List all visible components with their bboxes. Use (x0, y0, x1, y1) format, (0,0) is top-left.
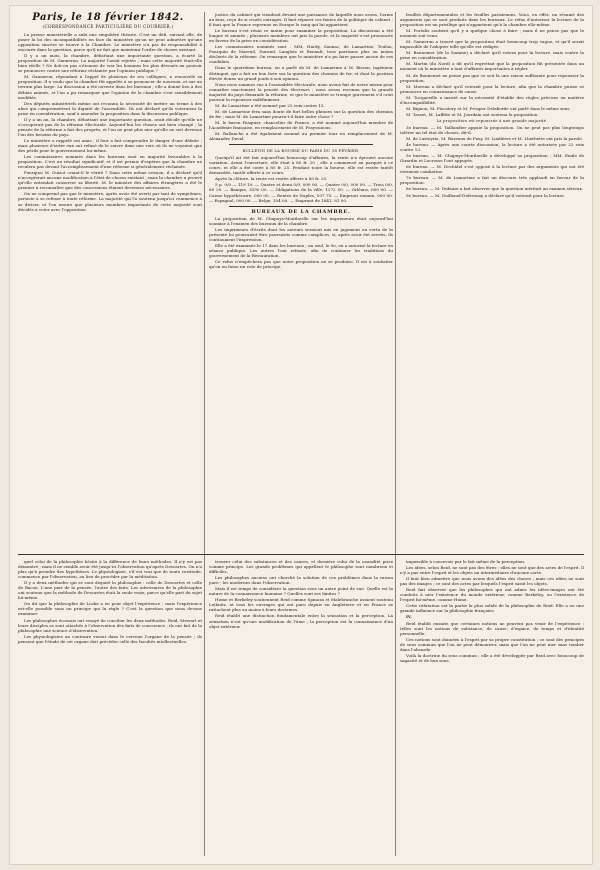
paragraph: 8e bureau. — M. Dufaure a fait observer que la question méritait un examen sérieux. (406, 186, 584, 192)
paragraph: Des députés ministériels même ont reconnu la nécessité de mettre un terme à des abus qui compromettent la dignité de l'assemblée. Ils ont déclaré qu'ils voteraient la prise en considération, sauf à amender la proposition dans la discussion publique. (18, 100, 202, 116)
correspondence-note: (CORRESPONDANCE PARTICULIÈRE DU COURRIER.) (42, 24, 174, 29)
right-mid-text (400, 125, 584, 198)
paragraph: 4e bureau. — Après une courte discussion, la lecture a été autorisée par 22 voix contre 13. (400, 142, 584, 153)
paragraph: Les physiologistes au contraire voient dans le cerveau l'organe de la pensée ; ils pensent que l'étude de cet organe doit précéder celle des facultés intellectuelles. (18, 633, 202, 644)
paragraph: M. de Lamartine fera sans doute de fort belles phrases sur la question des chemins de fer ; mais M. de Lamartine pourra-t-il faire autre chose ? (209, 108, 393, 119)
paragraph: M. Tasset, M. Laffitte et M. Jourdain ont soutenu la proposition. (406, 111, 539, 117)
paragraph: La proposition de M. Chapuys-Montlaville sur les imprimeurs était aujourd'hui soumise à l'examen des bureaux de la chambre. (209, 215, 393, 226)
paragraph: 6e bureau. — M. Dechâtel s'est opposé à la lecture par des arguments qui ont été vivement combattus. (400, 164, 584, 175)
lower-column-middle (209, 559, 393, 857)
paragraph: feuilles départementales et les feuilles parisiennes. Voici, en effet, un résumé des arguments qui se sont produits dans les bureaux. Le refus d'autoriser la lecture de la proposition est un privilège qui n'appartient qu'à la chambre elle-même. (400, 12, 584, 28)
middle-top-text (209, 12, 393, 141)
paragraph: M. Bignon, M. Piscatory et M. Prosper Delaborde ont parlé dans le même sens. (406, 105, 571, 111)
paragraph: Reid fait observer que les philosophes qui ont admis les idées-images ont été conduits à nier l'existence du monde extérieur, comme Berkeley, ou l'existence de l'esprit lui-même, comme Hume. (400, 587, 584, 603)
bureaux-text (209, 216, 393, 269)
paragraph: Voilà la doctrine du sens commun ; elle a été développée par Reid avec beaucoup de sagacité et de bon sens. (400, 652, 584, 663)
newspaper-page (10, 6, 592, 864)
paragraph: Il y a un mois, la chambre, débattant une importante question, a écarté la proposition de M. Ganneron. La majorité l'avait rejetée ; mais cette majorité était-elle bien réelle ? Ne doit-on pas s'étonner de voir les hommes les plus dévoués au pouvoir se prononcer contre une réforme réclamée par l'opinion publique ? (18, 53, 202, 74)
paragraph: Après la clôture, la rente est restée offerte à 80 fr. 25. (215, 176, 328, 182)
paragraph: M. Tocqueville a insisté sur la nécessité d'établir des règles précises en matière d'incompatibilité. (400, 94, 584, 105)
paragraph: Le bureau s'est réuni ce matin pour examiner la proposition. La discussion a été longue et animée ; plusieurs membres ont pris la parole, et la majorité s'est prononcée en faveur de la prise en considération. (209, 28, 393, 44)
lower-column-right (400, 559, 584, 857)
paragraph: Le ministère a rappelé ses amis ; il leur a fait comprendre le danger d'une défaite ; mais plusieurs d'entre eux ont refusé de le suivre dans une voie où ils ne voyaient que des périls pour le gouvernement lui-même. (18, 137, 202, 154)
paragraph: 5e bureau. — M. Chapuys-Montlaville a développé sa proposition ; MM. Emile de Girardin et Lacrosse l'ont appuyée. (400, 153, 584, 164)
left-top-text (18, 32, 202, 212)
paragraph: Cette réfutation est la partie la plus solide de la philosophie de Reid. Elle a eu une grande influence sur la philosophie française. (400, 603, 584, 614)
paragraph: La presse ministérielle a subi une singulière théorie. C'est un défi, suivant elle, de poser la loi des incompatibilités en face du ministère qu'on ne peut admettre qu'une opposition sincère se trouve à la Chambre. Le ministère n'a pas de responsabilité à encourir dans la question, parce qu'il ne fait que maintenir l'ordre de choses existant. (18, 32, 202, 53)
paragraph: 9e bureau. — M. Guilbaud-Dufresnay a déclaré qu'il voterait pour la lecture. (406, 192, 565, 198)
paragraph: Quoiqu'il ait été fait aujourd'hui beaucoup d'affaires, la rente n'a éprouvé aucune variation. Avant l'ouverture, elle était à 80 fr. 20 ; elle a commencé au parquet à ce cours, et elle a été cotée à 80 fr. 25. Pendant toute la bourse, elle est restée tantôt demandée, tantôt offerte à ce cours. (209, 155, 393, 176)
paragraph: Il y a deux méthodes qui se sont disputé la philosophie : celle de Descartes et celle de Bacon. L'une part de la pensée, l'autre des faits. Les adversaires de la philosophie ont soutenu que la méthode de Descartes était la seule vraie, parce qu'elle part du sujet lui-même. (18, 580, 202, 601)
paragraph: Reid établit ensuite que certaines notions ne peuvent pas venir de l'expérience : telles sont les notions de substance, de cause, d'espace, de temps et d'identité personnelle. (400, 620, 584, 636)
paragraph: Les commissaires nommés sont : MM. Hardy, Saunac, de Lamartine, Teulon, Pourquin de Mareuil, Durand, Langlois et Renault, tous partisans plus ou moins déclarés de la réforme. On remarque que le ministère n'a pu faire passer aucun de ses candidats. (209, 44, 393, 65)
paragraph: Les imprimeurs d'écrits dont les auteurs seraient mis en jugement en vertu de la présente loi pourraient être poursuivis comme complices, si, après avoir été avertis, ils continuaient l'impression. (209, 226, 393, 242)
paragraph: Reid établit une distinction fondamentale entre la sensation et la perception. La sensation n'est qu'une modification de l'âme ; la perception est la connaissance d'un objet extérieur. (209, 613, 393, 629)
paragraph: M. Bonnemet (de la Somme) a déclaré qu'il votera pour la lecture, mais contre la prise en considération. (400, 50, 584, 61)
paragraph: trouver celui des substances et des causes, et dernière celui de la causalité prise comme principe. Les grands problèmes qui appellent le philosophe sont nombreux et difficiles. (209, 559, 393, 575)
paragraph: M. Ballanche a été également nommé au premier tour en remplacement de M. Alexandre Duval. (209, 131, 393, 142)
paragraph: On ne comprend pas que le ministère, après avoir été averti par tant de symptômes, persiste à se refuser à toute réforme. La majorité qui l'a soutenu jusqu'ici commence à se diviser, et l'on assure que plusieurs membres importants de cette majorité sont décidés à voter avec l'opposition. (18, 191, 202, 212)
feuilleton-rule (18, 554, 584, 555)
column-right (400, 12, 584, 552)
lower-middle-text (209, 559, 393, 629)
paragraph: Hume et Berkeley soutiennent Reid comme Spinoza et Malebranche avaient soutenu Leibnitz, et tous les ouvrages qui ont paru depuis en Angleterre et en France se rattachent plus ou moins à leurs doctrines. (209, 597, 393, 613)
paragraph: Les philosophes anciens ont cherché la solution de ces problèmes dans la raison pure ; les modernes dans l'observation. (209, 575, 393, 586)
section-numeral: IV. (406, 614, 412, 620)
paragraph: 5 p. 0/0 — 119 10. — Quatre et demi 0/0, 000 00. — Quatre 0/0, 000 00. — Trois 0/0, 80 20. — Banque, 3390 00. — Obligations de la ville, 1272 50. — Orléans, 000 00. — Caisse hypothécaire, 000 00. — Rentes de Naples, 107 75. — Emprunt romain, 000 00. — Espagnol, 000 00. — Belge, 104 00. — Emprunt de 1841, 81 00. (209, 182, 393, 203)
paragraph: On dit que la philosophie de Locke a eu pour objet l'expérience ; mais l'expérience est-elle possible sans un principe qui la règle ? C'est la question que nous devons examiner. (18, 601, 202, 617)
paragraph: quel celui de la philosophie hésite à la différence de leurs méthodes. Il n'y est pas démontré ; mais il ne semble avoir été jusqu'ici l'observation qu'après Descartes. On n'a plus qu'à prendre des hypothèses. Le physiologiste, s'il est vrai que de toute certitude, commence par l'observation, au lieu de procéder par la méditation. (18, 559, 202, 580)
paragraph: Les philosophes écossais ont essayé de concilier les deux méthodes. Reid, Stewart et leurs disciples se sont attachés à l'observation des faits de conscience ; ils ont fait de la philosophie une science d'observation. (18, 617, 202, 633)
lower-right-text (400, 559, 584, 613)
dateline: Paris, le 18 février 1842. (32, 12, 184, 23)
section-rule (229, 206, 373, 207)
paragraph: Les idées, selon Reid, ne sont pas des êtres ; elles ne sont que des actes de l'esprit. Il n'y a pas entre l'esprit et les objets un intermédiaire d'aucune sorte. (400, 565, 584, 576)
column-divider (204, 12, 205, 856)
paragraph: 3e bureau. — M. Taillandier appuie la proposition. On ne peut pas plus longtemps tolérer un tel état de choses, dit-il. (400, 124, 584, 135)
paragraph: M. de Lamartine a été nommé par 22 voix contre 15. (215, 102, 325, 108)
paragraph: justice du cabinet qui viendrait devant une puissance de laquelle nous avons, l'arme au bras, reçu de si cruels outrages. Il faut réparer ces fautes de la politique du cabinet ; il faut que la France reprenne en Europe le rang qui lui appartient. (209, 12, 393, 28)
paragraph: Nous nous sommes vus à l'assemblée électorale, nous avons fait de notre mieux pour connaître exactement la pensée des électeurs ; nous avons reconnu que la grande majorité du pays demande la réforme, et que le ministère se trompe gravement s'il croit pouvoir la repousser indéfiniment. (209, 81, 393, 102)
paragraph: M. de Bonnemet ne pense pas que ce soit là une raison suffisante pour repousser la proposition. (400, 72, 584, 83)
right-top-text (400, 12, 584, 117)
paragraph: Mais il est temps de considérer la question sous un autre point de vue. Quelle est la nature de la connaissance humaine ? Quelles sont ses limites ? (209, 586, 393, 597)
paragraph: Ce refus n'empêchera pas que notre proposition ne se produise. Il est à souhaiter qu'on en fasse un vote de principe. (209, 259, 393, 270)
paragraph: M. Martin (du Nord) a dit qu'il regrettait que la proposition fût présentée dans un moment où le ministère a tant d'affaires importantes à régler. (400, 61, 584, 72)
section-rule (229, 144, 373, 145)
lower-right-text-b (400, 621, 584, 663)
paragraph: 7e bureau. — M. de Lamartine a fait un discours très applaudi en faveur de la proposition. (400, 175, 584, 186)
masthead (18, 12, 198, 29)
paragraph: impossible à concevoir par le fait même de la perception. (406, 559, 526, 564)
paragraph: M. Moreau a déclaré qu'il voterait pour la lecture, afin que la chambre puisse se prononcer en connaissance de cause. (400, 83, 584, 94)
paragraph: Elle a été examinée le 17 dans les bureaux ; un seul, le 9e, en a autorisé la lecture en séance publique. Les autres l'ont refusée, afin de continuer les traditions du gouvernement de la Restauration. (209, 242, 393, 258)
lower-left-text (18, 559, 202, 644)
result-line: La proposition est repoussée à une grande majorité. (436, 117, 548, 123)
bulletin-heading: BULLETIN DE LA BOURSE DU PARIS DU 18 FÉVRIER. (242, 148, 360, 154)
bureaux-heading: BUREAUX DE LA CHAMBRE. (251, 208, 351, 215)
paragraph: Dans le quatrième bureau, on a parlé de M. de Lamartine à M. Bisson, ingénieur distingué, qui a fait un bon livre sur la question des chemins de fer, et dont la position élevée donne un grand poids à son opinion. (209, 65, 393, 81)
paragraph: Ces notions sont données à l'esprit par sa propre constitution ; ce sont des principes de sens commun que l'on ne peut démontrer, mais que l'on ne peut nier sans tomber dans l'absurde. (400, 636, 584, 652)
column-middle (209, 12, 393, 552)
paragraph: M. de Lasteyrie, M. Bureaux de Pusy, M. Liadières et M. Lherbette ont pris la parole. (406, 136, 584, 142)
lower-column-left (18, 559, 202, 857)
column-divider (395, 12, 396, 856)
column-left (18, 32, 202, 552)
paragraph: Pourquoi M. Guizot craint-il le vérité ? Dans cette même session, il a déclaré qu'il n'accepterait aucune modification à l'état de choses existant ; mais la chambre a prouvé qu'elle entendait conserver sa liberté. M. le ministre des affaires étrangères a été le premier à reconnaître que des concessions étaient devenues nécessaires. (18, 170, 202, 191)
paragraph: Il faut bien admettre que nous avons des idées des choses ; mais ces idées ne sont pas des images ; ce sont des actes par lesquels l'esprit saisit les objets. (400, 576, 584, 587)
paragraph: M. Ganneron, répondant à l'appel de plusieurs de ses collègues, a renouvelé sa proposition. Il a voulu que la chambre fût appelée à se prononcer de nouveau, et sur un terrain plus large. La discussion a été ouverte dans les bureaux ; elle a donné lieu à des débats animés, et l'on a pu remarquer que l'opinion de la chambre s'est sensiblement modifiée. (18, 74, 202, 100)
paragraph: M. le baron Pasquier, chancelier de France, a été nommé aujourd'hui membre de l'Académie française, en remplacement de M. Frayssinous. (209, 119, 393, 130)
bulletin-text (209, 155, 393, 202)
paragraph: Les commissaires nommés dans les bureaux sont en majorité favorables à la proposition. C'est un résultat significatif, et il est permis d'espérer que la chambre ne reculera pas devant l'accomplissement d'une réforme si généralement réclamée. (18, 154, 202, 170)
paragraph: M. Ganneron a trouvé que la proposition était beaucoup trop vague, et qu'il serait impossible de l'adopter telle qu'elle est rédigée. (400, 39, 584, 50)
paragraph: Il y a un an, la chambre, débattant une importante question, avait décidé qu'elle ne s'occuperait pas de la réforme électorale. Aujourd'hui les choses ont bien changé ; la pensée de la réforme a fait des progrès, et l'on ne peut plus nier qu'elle ne soit devenue l'un des besoins du pays. (18, 116, 202, 137)
paragraph: M. Portalis soutient qu'il y a quelque chose à faire ; mais il ne pense pas que le moment soit venu. (400, 28, 584, 39)
